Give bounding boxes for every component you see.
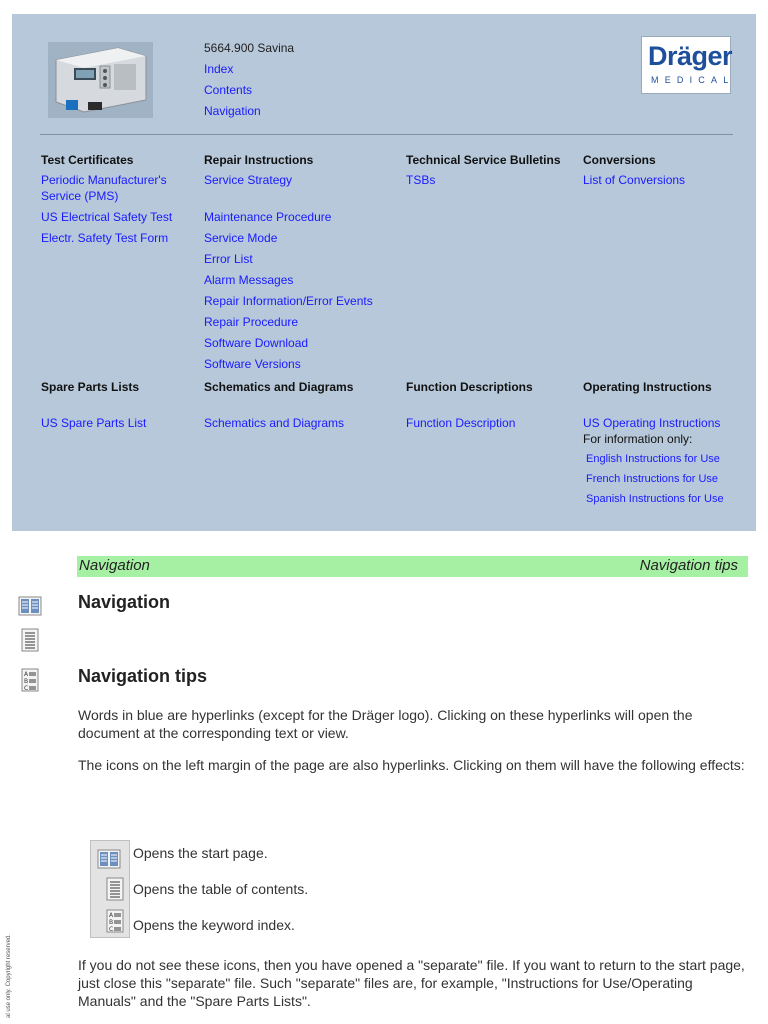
- section-title: Test Certificates: [41, 153, 134, 167]
- section-title: Function Descriptions: [406, 380, 533, 394]
- navbar-left-label: Navigation: [79, 557, 150, 574]
- spanish-ifu-link[interactable]: Spanish Instructions for Use: [586, 493, 724, 505]
- start-page-icon[interactable]: [97, 847, 121, 871]
- us-spare-parts-link[interactable]: US Spare Parts List: [41, 416, 147, 430]
- schematics-link[interactable]: Schematics and Diagrams: [204, 416, 345, 430]
- keyword-index-icon[interactable]: [18, 668, 42, 692]
- technical-bulletins-section: [406, 153, 576, 193]
- icon-legend-box: [90, 840, 130, 938]
- savina-device-image: [48, 42, 153, 118]
- function-descriptions-section: [406, 380, 576, 436]
- paragraph-separate-files: If you do not see these icons, then you have opened a "separate" file. If you want to return to the start page, just close this "separate" file. Such "separate" files are, for example, "Instructions for Use/Operating Manuals" and the "Spare Parts Lists".: [78, 957, 745, 1009]
- service-mode-link[interactable]: Service Mode: [204, 231, 278, 245]
- svg-text:B: B: [24, 678, 29, 685]
- svg-text:B: B: [109, 919, 114, 926]
- navigation-tips-heading: Navigation tips: [78, 666, 208, 686]
- software-versions-link[interactable]: Software Versions: [204, 357, 301, 371]
- svg-text:C: C: [109, 926, 114, 933]
- legend-index-text: Opens the keyword index.: [133, 917, 295, 933]
- section-title: Repair Instructions: [204, 153, 314, 167]
- english-ifu-link[interactable]: English Instructions for Use: [586, 453, 720, 465]
- section-title: Conversions: [583, 153, 656, 167]
- start-page-icon[interactable]: [18, 594, 42, 618]
- index-link[interactable]: Index: [204, 62, 234, 76]
- info-only-note: For information only:: [583, 432, 693, 446]
- alarm-messages-link[interactable]: Alarm Messages: [204, 273, 294, 287]
- french-ifu-link[interactable]: French Instructions for Use: [586, 473, 719, 485]
- copyright-margin-note: al use only. Copyright reserved.: [6, 934, 12, 1018]
- operating-instructions-section: [583, 380, 753, 507]
- schematics-section: [204, 380, 394, 436]
- maintenance-procedure-link[interactable]: Maintenance Procedure: [204, 210, 332, 224]
- section-title: Schematics and Diagrams: [204, 380, 354, 394]
- section-title: Technical Service Bulletins: [406, 153, 561, 167]
- keyword-index-icon[interactable]: [103, 909, 127, 933]
- svg-text:A: A: [24, 671, 29, 678]
- tsbs-link[interactable]: TSBs: [406, 173, 436, 187]
- table-of-contents-icon[interactable]: [18, 628, 42, 652]
- table-of-contents-icon[interactable]: [103, 877, 127, 901]
- navigation-heading: Navigation: [78, 592, 171, 612]
- legend-start-page-text: Opens the start page.: [133, 845, 268, 861]
- conversions-section: [583, 153, 743, 193]
- logo-sub: MEDICAL: [651, 75, 735, 85]
- contents-link[interactable]: Contents: [204, 83, 253, 97]
- logo-word: Dräger: [648, 41, 733, 71]
- error-list-link[interactable]: Error List: [204, 252, 253, 266]
- us-electrical-safety-link[interactable]: US Electrical Safety Test: [41, 210, 173, 224]
- repair-instructions-section: [204, 153, 394, 377]
- svg-text:C: C: [24, 685, 29, 692]
- us-operating-instructions-link[interactable]: US Operating Instructions: [583, 416, 721, 430]
- test-certificates-section: [41, 153, 191, 251]
- repair-information-link[interactable]: Repair Information/Error Events: [204, 294, 373, 308]
- repair-procedure-link[interactable]: Repair Procedure: [204, 315, 299, 329]
- function-description-link[interactable]: Function Description: [406, 416, 516, 430]
- navigation-bar: [77, 556, 748, 577]
- electr-safety-form-link[interactable]: Electr. Safety Test Form: [41, 231, 169, 245]
- section-title: Spare Parts Lists: [41, 380, 140, 394]
- section-title: Operating Instructions: [583, 380, 712, 394]
- navigation-link[interactable]: Navigation: [204, 104, 261, 118]
- svg-text:A: A: [109, 912, 114, 919]
- header-links: [204, 38, 294, 122]
- software-download-link[interactable]: Software Download: [204, 336, 309, 350]
- paragraph-icons: The icons on the left margin of the page are also hyperlinks. Clicking on them will have the following effects:: [78, 757, 745, 773]
- header-divider: [40, 134, 733, 135]
- paragraph-hyperlinks: Words in blue are hyperlinks (except for the Dräger logo). Clicking on these hyperlinks will open the document at the corresponding text or view.: [78, 707, 693, 741]
- spare-parts-section: [41, 380, 191, 436]
- start-page-panel: [12, 14, 756, 531]
- pms-link[interactable]: Periodic Manufacturer's Service (PMS): [41, 173, 167, 203]
- legend-contents-text: Opens the table of contents.: [133, 881, 309, 897]
- service-strategy-link[interactable]: Service Strategy: [204, 173, 293, 187]
- drager-logo: [641, 36, 735, 94]
- model-label: 5664.900 Savina: [204, 41, 295, 55]
- navbar-right-label: Navigation tips: [639, 557, 738, 574]
- list-of-conversions-link[interactable]: List of Conversions: [583, 173, 686, 187]
